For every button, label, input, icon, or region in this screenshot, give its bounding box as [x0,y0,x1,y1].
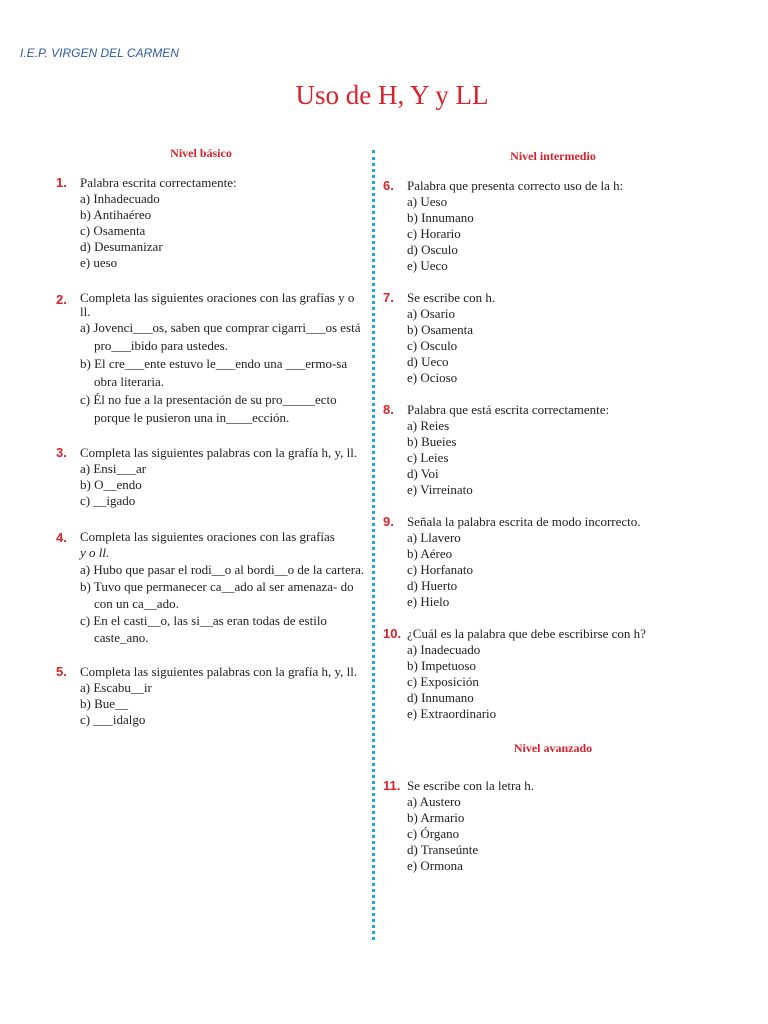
option: a) Hubo que pasar el rodi__o al bordi__o de la cartera. [80,562,365,577]
right-column [383,148,693,874]
option: b) Aéreo [407,546,453,561]
column-divider [372,150,375,940]
question-text: Completa las siguientes oraciones con las grafías y o ll. [80,290,355,319]
question-11 [383,778,693,874]
question-text: Palabra escrita correctamente: [80,175,237,190]
option: c) Osculo [407,338,458,353]
question-number: 9. [383,514,394,529]
question-number: 4. [56,530,67,545]
question-4 [56,529,366,646]
option: e) Virreinato [407,482,473,497]
option: c) Horario [407,226,461,241]
question-text: Se escribe con la letra h. [407,778,535,793]
question-7 [383,290,693,386]
option: d) Ueco [407,354,449,369]
option: c) En el casti__o, las si__as eran todas de estilo caste_ano. [80,613,327,645]
option: d) Desumanizar [80,239,163,254]
option: a) Ueso [407,194,448,209]
question-9 [383,514,693,610]
question-number: 8. [383,402,394,417]
option: a) Osario [407,306,456,321]
school-name: I.E.P. VIRGEN DEL CARMEN [20,46,179,60]
option: e) Hielo [407,594,450,609]
option: b) Tuvo que permanecer ca__ado al ser amenaza- do con un ca__ado. [80,579,354,611]
left-column [56,145,366,728]
option: b) Impetuoso [407,658,476,673]
option: b) O__endo [80,477,142,492]
question-1 [56,175,366,271]
question-number: 7. [383,290,394,305]
option: c) ___idalgo [80,712,146,727]
option: a) Inhadecuado [80,191,160,206]
option: a) Reies [407,418,450,433]
question-number: 5. [56,664,67,679]
option: b) Antihaéreo [80,207,152,222]
option: e) Extraordinario [407,706,497,721]
option: a) Jovenci___os, saben que comprar cigarri___os está pro___ibido para ustedes. [80,320,361,353]
option: b) El cre___ente estuvo le___endo una ___ermo-sa obra literaria. [80,356,348,389]
option: d) Innumano [407,690,474,705]
question-number: 11. [383,778,401,793]
question-text: Completa las siguientes palabras con la grafía h, y, ll. [80,445,358,460]
question-number: 10. [383,626,402,641]
option: e) Ormona [407,858,463,873]
option: d) Transeúnte [407,842,479,857]
option: c) Él no fue a la presentación de su pro_____ecto porque le pusieron una in____ección. [80,392,337,425]
question-text: Completa las siguientes oraciones con las grafías [80,529,335,544]
question-text: ¿Cuál es la palabra que debe escribirse con h? [407,626,646,641]
option: e) Ocioso [407,370,458,385]
question-text: Palabra que está escrita correctamente: [407,402,610,417]
option: c) Leies [407,450,449,465]
option: d) Osculo [407,242,458,257]
question-10 [383,626,693,722]
question-5 [56,664,366,728]
option: b) Bue__ [80,696,129,711]
option: d) Voi [407,466,439,481]
option: a) Escabu__ir [80,680,152,695]
question-text: Señala la palabra escrita de modo incorrecto. [407,514,641,529]
option: a) Austero [407,794,461,809]
question-3 [56,445,366,509]
option: c) Osamenta [80,223,146,238]
question-number: 1. [56,175,67,190]
question-number: 3. [56,445,67,460]
option: a) Inadecuado [407,642,481,657]
question-text-italic: y o ll. [80,545,110,560]
level-advanced-heading: Nivel avanzado [513,741,593,755]
option: b) Armario [407,810,465,825]
question-2 [56,291,366,427]
question-text: Completa las siguientes palabras con la grafía h, y, ll. [80,664,358,679]
question-number: 6. [383,178,394,193]
question-8 [383,402,693,498]
option: b) Bueies [407,434,457,449]
option: e) Ueco [407,258,448,273]
option: b) Innumano [407,210,474,225]
level-intermediate-heading: Nivel intermedio [510,149,596,163]
option: c) Órgano [407,826,460,841]
question-text: Palabra que presenta correcto uso de la h: [407,178,624,193]
option: b) Osamenta [407,322,474,337]
level-basic-heading: Nivel básico [170,146,232,160]
option: d) Huerto [407,578,458,593]
option: c) Horfanato [407,562,474,577]
question-number: 2. [56,292,67,307]
option: a) Ensi___ar [80,461,147,476]
option: e) ueso [80,255,118,270]
page-title: Uso de H, Y y LL [295,80,489,110]
option: c) __igado [80,493,136,508]
question-text: Se escribe con h. [407,290,496,305]
option: a) Llavero [407,530,461,545]
option: c) Exposición [407,674,479,689]
question-6 [383,178,693,274]
